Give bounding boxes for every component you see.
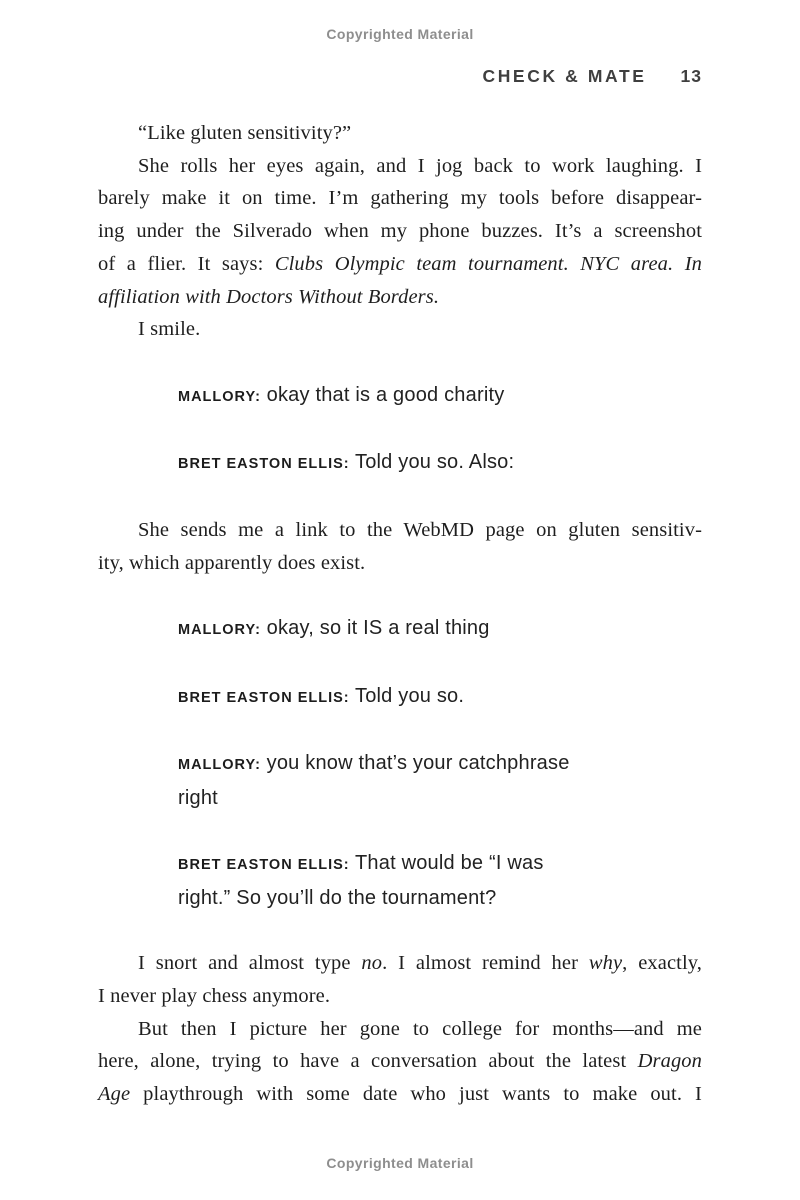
running-header: [482, 66, 702, 87]
chat-message-line: MALLORY: okay, so it IS a real thing: [178, 617, 490, 640]
text-line: I smile.: [138, 318, 201, 341]
text-line: barely make it on time. I’m gathering my tools before disappear-: [98, 187, 702, 210]
body-paragraph: [98, 947, 702, 1012]
page-body: [98, 117, 702, 1111]
page-number: 13: [680, 66, 702, 86]
chat-message: [178, 379, 702, 414]
chat-message: [178, 747, 702, 814]
chat-message-line: BRET EASTON ELLIS: Told you so. Also:: [178, 451, 515, 474]
body-paragraph: [98, 1013, 702, 1111]
text-line: of a flier. It says: Clubs Olympic team tournament. NYC area. In: [98, 252, 703, 275]
text-line: I snort and almost type no. I almost remind her why, exactly,: [138, 952, 702, 975]
copyright-notice-bottom: Copyrighted Material: [326, 1155, 474, 1171]
body-paragraph: [98, 514, 702, 579]
chat-message-line: BRET EASTON ELLIS: Told you so.: [178, 684, 465, 707]
text-line: But then I picture her gone to college for months—and me: [138, 1017, 702, 1040]
text-line: Age playthrough with some date who just wants to make out. I: [98, 1083, 702, 1106]
speaker-label: MALLORY:: [178, 757, 261, 774]
speaker-label: MALLORY:: [178, 622, 261, 639]
copyright-notice-top: Copyrighted Material: [326, 26, 474, 42]
text-line: ity, which apparently does exist.: [98, 551, 366, 574]
text-line: affiliation with Doctors Without Borders.: [98, 285, 440, 308]
speaker-label: BRET EASTON ELLIS:: [178, 456, 350, 473]
body-paragraph: [98, 150, 702, 314]
body-paragraph: [98, 117, 702, 150]
book-title: CHECK & MATE: [482, 66, 647, 86]
chat-message-line: right.” So you’ll do the tournament?: [178, 886, 497, 909]
chat-message: [178, 680, 702, 715]
text-line: here, alone, trying to have a conversation about the latest Dragon: [98, 1050, 702, 1073]
chat-message-line: MALLORY: okay that is a good charity: [178, 383, 505, 406]
speaker-label: BRET EASTON ELLIS:: [178, 689, 350, 706]
text-line: “Like gluten sensitivity?”: [138, 122, 352, 144]
text-line: She sends me a link to the WebMD page on gluten sensitiv-: [138, 518, 702, 541]
speaker-label: BRET EASTON ELLIS:: [178, 857, 350, 874]
chat-message: [178, 847, 702, 914]
chat-message-line: MALLORY: you know that’s your catchphrase: [178, 752, 570, 775]
text-line: I never play chess anymore.: [98, 985, 331, 1008]
chat-message-line: right: [178, 786, 218, 809]
chat-message: [178, 446, 702, 481]
speaker-label: MALLORY:: [178, 388, 261, 405]
body-paragraph: [98, 313, 702, 346]
text-line: She rolls her eyes again, and I jog back to work laughing. I: [138, 154, 702, 177]
text-line: ing under the Silverado when my phone buzzes. It’s a screenshot: [98, 220, 702, 243]
chat-message: [178, 612, 702, 647]
chat-message-line: BRET EASTON ELLIS: That would be “I was: [178, 852, 544, 875]
